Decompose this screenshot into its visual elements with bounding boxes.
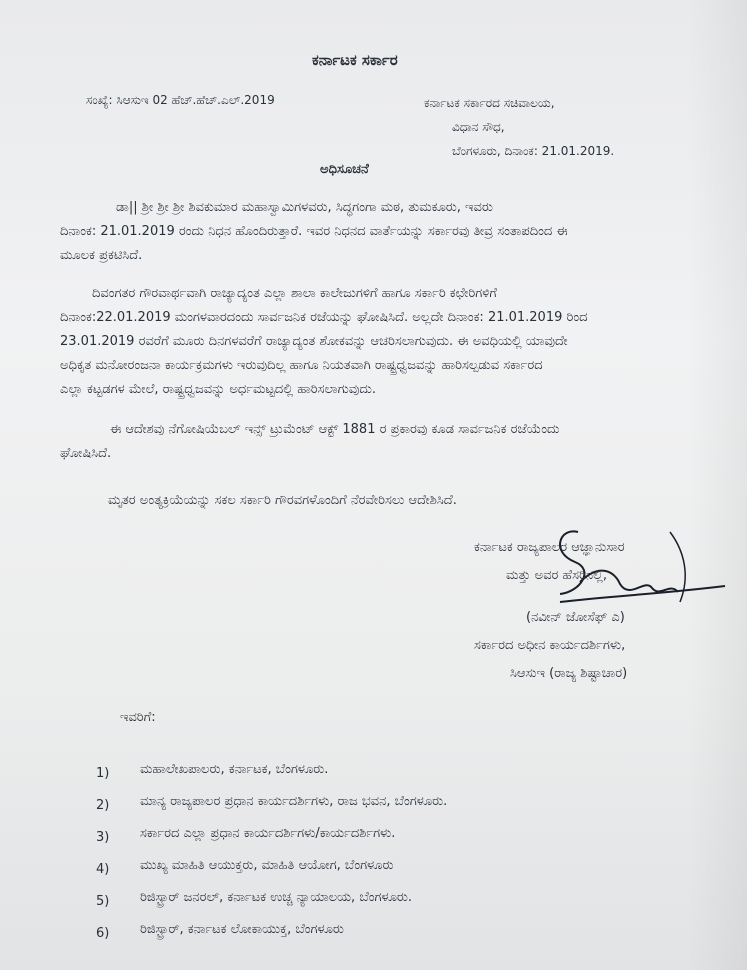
office-date-line: ಬೆಂಗಳೂರು, ದಿನಾಂಕ: 21.01.2019. bbox=[452, 144, 615, 158]
list-item-text: ಮಾನ್ಯ ರಾಜ್ಯಪಾಲರ ಪ್ರಧಾನ ಕಾರ್ಯದರ್ಶಿಗಳು, ರಾಜ ಭವನ, ಬೆಂಗಳೂರು. bbox=[140, 794, 448, 809]
list-item-text: ಸರ್ಕಾರದ ಎಲ್ಲಾ ಪ್ರಧಾನ ಕಾರ್ಯದರ್ಶಿಗಳು/ಕಾರ್ಯದರ್ಶಿಗಳು. bbox=[140, 826, 396, 841]
paragraph-line: ಘೋಷಿಸಿದೆ. bbox=[60, 446, 112, 461]
paragraph-line: ಎಲ್ಲಾ ಕಟ್ಟಡಗಳ ಮೇಲೆ, ರಾಷ್ಟ್ರಧ್ವಜವನ್ನು ಅರ್ಧಮಟ್ಟದಲ್ಲಿ ಹಾರಿಸಲಾಗುವುದು. bbox=[60, 382, 376, 397]
list-item-number: 2) bbox=[96, 798, 110, 813]
list-item-number: 4) bbox=[96, 862, 110, 877]
list-item-text: ರಿಜಿಸ್ಟ್ರಾರ್, ಕರ್ನಾಟಕ ಲೋಕಾಯುಕ್ತ, ಬೆಂಗಳೂರು bbox=[140, 922, 344, 937]
paragraph-line: ದಿವಂಗತರ ಗೌರವಾರ್ಥವಾಗಿ ರಾಜ್ಯಾದ್ಯಂತ ಎಲ್ಲಾ ಶಾಲಾ ಕಾಲೇಜುಗಳಿಗೆ ಹಾಗೂ ಸರ್ಕಾರಿ ಕಛೇರಿಗಳಿಗೆ bbox=[92, 286, 497, 301]
list-item-number: 1) bbox=[96, 766, 110, 781]
paragraph-1 bbox=[60, 196, 700, 268]
list-item bbox=[96, 854, 656, 886]
list-item bbox=[96, 758, 656, 790]
notification-heading: ಅಧಿಸೂಚನೆ bbox=[320, 162, 369, 177]
government-title: ಕರ್ನಾಟಕ ಸರ್ಕಾರ bbox=[312, 51, 398, 69]
list-item-number: 5) bbox=[96, 894, 110, 909]
office-line-1: ಕರ್ನಾಟಕ ಸರ್ಕಾರದ ಸಚಿವಾಲಯ, bbox=[424, 96, 555, 110]
paragraph-line: ಅಧಿಕೃತ ಮನೋರಂಜನಾ ಕಾರ್ಯಕ್ರಮಗಳು ಇರುವುದಿಲ್ಲ ಹಾಗೂ ನಿಯತವಾಗಿ ರಾಷ್ಟ್ರಧ್ವಜವನ್ನು ಹಾರಿಸಲ್ಪಡುವ ಸರ್ಕಾರದ bbox=[60, 358, 543, 373]
signatory-department: ಸಿಆಸುಇ (ರಾಜ್ಯ ಶಿಷ್ಟಾಚಾರ) bbox=[510, 666, 628, 681]
list-item bbox=[96, 918, 656, 950]
list-item-text: ರಿಜಿಸ್ಟ್ರಾರ್ ಜನರಲ್, ಕರ್ನಾಟಕ ಉಚ್ಚ ನ್ಯಾಯಾಲಯ, ಬೆಂಗಳೂರು. bbox=[140, 890, 413, 905]
list-item-text: ಮುಖ್ಯ ಮಾಹಿತಿ ಆಯುಕ್ತರು, ಮಾಹಿತಿ ಆಯೋಗ, ಬೆಂಗಳೂರು bbox=[140, 858, 394, 873]
paragraph-4 bbox=[108, 489, 668, 513]
paragraph-line: ಮೂಲಕ ಪ್ರಕಟಿಸಿದೆ. bbox=[60, 248, 143, 263]
signatory-block bbox=[474, 534, 714, 688]
list-item bbox=[96, 822, 656, 854]
paragraph-line: ದಿನಾಂಕ: 21.01.2019 ರಂದು ನಿಧನ ಹೊಂದಿರುತ್ತಾರೆ. ಇವರ ನಿಧನದ ವಾರ್ತೆಯನ್ನು ಸರ್ಕಾರವು ತೀವ್ರ ಸಂತಾಪದಿಂದ ಈ bbox=[60, 224, 568, 239]
paragraph-line: ದಿನಾಂಕ:22.01.2019 ಮಂಗಳವಾರದಂದು ಸಾರ್ವಜನಿಕ ರಜೆಯನ್ನು ಘೋಷಿಸಿದೆ. ಅಲ್ಲದೇ ದಿನಾಂಕ: 21.01.2019 ರಿಂದ bbox=[60, 310, 588, 325]
office-line-2: ವಿಧಾನ ಸೌಧ, bbox=[452, 120, 505, 134]
paragraph-3 bbox=[60, 418, 700, 466]
list-item bbox=[96, 790, 656, 822]
signatory-on-behalf: ಮತ್ತು ಅವರ ಹೆಸರಿನಲ್ಲಿ, bbox=[506, 568, 608, 583]
signatory-authority: ಕರ್ನಾಟಕ ರಾಜ್ಯಪಾಲರ ಆಜ್ಞಾನುಸಾರ bbox=[474, 540, 625, 555]
recipients-list bbox=[96, 758, 656, 950]
paragraph-line: ಈ ಆದೇಶವು ನೆಗೋಷಿಯೆಬಲ್ ಇನ್ಸ್ ಟ್ರುಮೆಂಟ್ ಆಕ್ಟ್ 1881 ರ ಪ್ರಕಾರವು ಕೂಡ ಸಾರ್ವಜನಿಕ ರಜೆಯೆಂದು bbox=[110, 422, 560, 437]
recipients-heading: ಇವರಿಗೆ: bbox=[120, 710, 156, 725]
reference-number: ಸಂಖ್ಯೆ: ಸಿಆಸುಇ 02 ಹೆಚ್.ಹೆಚ್.ಎಲ್.2019 bbox=[86, 93, 275, 107]
list-item-number: 3) bbox=[96, 830, 110, 845]
list-item-number: 6) bbox=[96, 926, 110, 941]
list-item bbox=[96, 886, 656, 918]
page-shadow bbox=[687, 0, 747, 970]
paragraph-line: ಮೃತರ ಅಂತ್ಯಕ್ರಿಯೆಯನ್ನು ಸಕಲ ಸರ್ಕಾರಿ ಗೌರವಗಳೊಂದಿಗೆ ನೆರವೇರಿಸಲು ಆದೇಶಿಸಿದೆ. bbox=[108, 493, 457, 508]
paragraph-line: 23.01.2019 ರವರೆಗೆ ಮೂರು ದಿನಗಳವರೆಗೆ ರಾಜ್ಯಾದ್ಯಂತ ಶೋಕವನ್ನು ಆಚರಿಸಲಾಗುವುದು. ಈ ಅವಧಿಯಲ್ಲಿ ಯಾವುದೇ bbox=[60, 334, 568, 349]
list-item-text: ಮಹಾಲೇಖಪಾಲರು, ಕರ್ನಾಟಕ, ಬೆಂಗಳೂರು. bbox=[140, 762, 329, 777]
signatory-designation: ಸರ್ಕಾರದ ಅಧೀನ ಕಾರ್ಯದರ್ಶಿಗಳು, bbox=[474, 638, 626, 653]
paragraph-2 bbox=[60, 282, 700, 402]
paragraph-line: ಡಾ|| ಶ್ರೀ ಶ್ರೀ ಶ್ರೀ ಶಿವಕುಮಾರ ಮಹಾಸ್ವಾಮಿಗಳವರು, ಸಿದ್ಧಗಂಗಾ ಮಠ, ತುಮಕೂರು, ಇವರು bbox=[116, 200, 493, 215]
signatory-name: (ನವೀನ್ ಜೋಸೆಫ್ ಎ) bbox=[526, 610, 625, 625]
